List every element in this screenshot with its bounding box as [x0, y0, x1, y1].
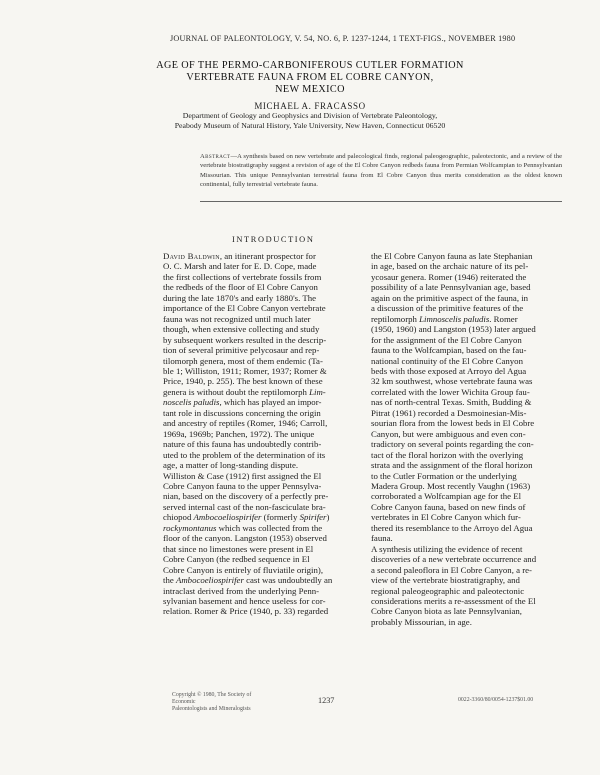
text-line	[163, 533, 363, 543]
italic-term: Ambocoeliospirifer	[193, 512, 262, 523]
abstract	[200, 152, 562, 190]
text-line	[371, 324, 569, 334]
text-run: view of the vertebrate biostratigraphy, and	[371, 575, 520, 586]
text-line	[163, 387, 363, 397]
text-run: the first collections of vertebrate fossils from	[163, 271, 322, 282]
text-run: ble 1; Williston, 1911; Romer, 1937; Romer &	[163, 365, 327, 376]
text-line	[371, 544, 569, 554]
text-run: , which has played an impor-	[219, 397, 322, 408]
text-line	[163, 544, 363, 554]
text-line	[371, 408, 569, 418]
text-run: cast was undoubtedly an	[243, 575, 333, 586]
text-run: tant role in discussions concerning the origin	[163, 407, 321, 418]
title-line: AGE OF THE PERMO-CARBONIFEROUS CUTLER FORMATION	[156, 60, 464, 71]
text-line	[371, 460, 569, 470]
text-run: by subsequent workers resulted in the descrip-	[163, 334, 327, 345]
text-line	[163, 408, 363, 418]
text-run: the El Cobre Canyon fauna as late Stephanian	[371, 251, 533, 261]
text-run: during the late 1870's and early 1880's. The	[163, 292, 317, 303]
text-run: Williston & Case (1912) first assigned the El	[163, 470, 322, 481]
text-line	[371, 565, 569, 575]
copyright-line: Paleontologists and Mineralogists	[172, 706, 251, 713]
italic-term: Lim-	[309, 386, 326, 397]
text-line	[163, 314, 363, 324]
text-run: (formerly	[261, 512, 300, 523]
text-line	[163, 345, 363, 355]
text-line	[163, 397, 363, 407]
text-line	[371, 617, 569, 627]
text-run: uted to the problem of the determination of its	[163, 449, 326, 460]
text-run: nature of this fauna has undoubtedly contrib-	[163, 439, 322, 450]
text-run: Cobre Canyon is entirely of fluviatile origin),	[163, 564, 324, 575]
drop-name: David Baldwin	[163, 251, 220, 261]
text-line	[163, 450, 363, 460]
text-line	[163, 565, 363, 575]
text-line	[163, 261, 363, 271]
text-line	[371, 533, 569, 543]
text-run: fauna to the Wolfcampian, based on the fau-	[371, 345, 527, 356]
text-run: in age, based on the archaic nature of its pel-	[371, 261, 529, 272]
title-block	[60, 60, 560, 131]
text-run: tradictory on several points regarding the con-	[371, 439, 534, 450]
affiliation-line: Peabody Museum of Natural History, Yale University, New Haven, Connecticut 06520	[174, 121, 446, 130]
text-run: probably Missourian, in age.	[371, 616, 472, 627]
text-run: tact of the floral horizon with the overlying	[371, 449, 524, 460]
title-line: VERTEBRATE FAUNA FROM EL COBRE CANYON,	[186, 72, 434, 83]
text-line	[163, 418, 363, 428]
text-run: Canyon, but were ambiguous and even con-	[371, 428, 526, 439]
abstract-text: —A synthesis based on new vertebrate and palecological finds, regional paleogeographic, paleotectonic, and a review of the vertebrate biostratigraphy suggest a revision of age of the El Cobre Canyon redbeds fauna from Permian Wolfcampian to Pennsylvanian Missourian. This unique Pennsylvanian terrestrial fauna from El Cobre Canyon thus merits consideration as the oldest known continental, fully terrestrial vertebrate fauna.	[200, 153, 562, 189]
italic-term: rockymontanus	[163, 522, 217, 533]
text-line	[371, 387, 569, 397]
text-line	[371, 314, 569, 324]
text-run: relation. Romer & Price (1940, p. 33) regarded	[163, 606, 329, 617]
text-run: a second paleoflora in El Cobre Canyon, a re-	[371, 564, 532, 575]
text-run: fauna was not recognized until much later	[163, 313, 311, 324]
text-line	[163, 429, 363, 439]
italic-term: Spirifer	[299, 512, 327, 523]
text-line	[163, 335, 363, 345]
text-run: for the assignment of the El Cobre Canyon	[371, 334, 522, 345]
text-line	[371, 303, 569, 313]
abstract-divider	[200, 201, 562, 202]
text-line	[371, 345, 569, 355]
text-run: though, when extensive collecting and study	[163, 324, 320, 335]
text-line	[163, 282, 363, 292]
text-run: Price, 1940, p. 255). The best known of these	[163, 376, 323, 387]
text-run: intraclast derived from the underlying Penn-	[163, 585, 320, 596]
text-run: strata and the assignment of the floral horizon	[371, 460, 533, 471]
text-line	[371, 335, 569, 345]
text-line	[163, 293, 363, 303]
text-run: age, a matter of long-standing dispute.	[163, 460, 299, 471]
text-run: floor of the canyon. Langston (1953) observed	[163, 533, 327, 544]
text-line	[371, 366, 569, 376]
title-line: NEW MEXICO	[275, 84, 345, 95]
text-run: to the Cutler Formation or the underlying	[371, 470, 517, 481]
text-line	[371, 586, 569, 596]
text-run: thered its resemblance to the Arroyo del Agua	[371, 522, 533, 533]
text-line	[163, 303, 363, 313]
text-line	[163, 481, 363, 491]
text-run: sylvanian basement and hence useless for cor-	[163, 595, 326, 606]
text-line	[371, 450, 569, 460]
text-run: discoveries of a new vertebrate occurrence and	[371, 554, 537, 565]
text-line	[163, 460, 363, 470]
text-run: (1950, 1960) and Langston (1953) later argued	[371, 324, 536, 335]
text-line	[371, 251, 569, 261]
text-line	[163, 376, 363, 386]
text-line	[163, 512, 363, 522]
text-line	[371, 596, 569, 606]
text-run: tion of several primitive pelycosaur and rep-	[163, 345, 320, 356]
text-line	[371, 376, 569, 386]
text-run: tilomorph genera, most of them endemic (Ta-	[163, 355, 323, 366]
text-run: nas of north-central Texas. Smith, Budding &	[371, 397, 532, 408]
text-line	[371, 356, 569, 366]
text-line	[163, 356, 363, 366]
text-run: 32 km southwest, whose vertebrate fauna was	[371, 376, 533, 387]
text-run: that since no limestones were present in El	[163, 543, 314, 554]
text-run: and ancestry of reptiles (Romer, 1946; Carroll,	[163, 418, 328, 429]
text-line	[163, 596, 363, 606]
text-line	[371, 282, 569, 292]
text-line	[371, 397, 569, 407]
text-line	[163, 251, 363, 261]
text-line	[163, 471, 363, 481]
text-run: beds with those exposed at Arroyo del Agua	[371, 365, 527, 376]
text-run: a discussion of the primitive features of the	[371, 303, 524, 314]
text-run: national continuity of the El Cobre Canyon	[371, 355, 523, 366]
text-line	[371, 491, 569, 501]
text-line	[371, 512, 569, 522]
text-run: served internal cast of the non-fasciculate bra-	[163, 501, 326, 512]
text-run: corroborated a Wolfcampian age for the El	[371, 491, 522, 502]
text-line	[371, 272, 569, 282]
text-line	[163, 606, 363, 616]
italic-term: noscelis paludis	[163, 397, 220, 408]
italic-term: Limnoscelis paludis	[419, 313, 490, 324]
text-run: ycosaur genera. Romer (1946) reiterated the	[371, 271, 527, 282]
text-line	[371, 418, 569, 428]
text-line	[371, 439, 569, 449]
text-line	[163, 491, 363, 501]
text-run: the	[163, 575, 176, 586]
text-run: Madera Group. Most recently Vaughn (1963)	[371, 480, 531, 491]
text-line	[371, 261, 569, 271]
text-line	[163, 554, 363, 564]
text-run: which was collected from the	[216, 522, 323, 533]
text-line	[371, 429, 569, 439]
text-run: importance of the El Cobre Canyon vertebrate	[163, 303, 326, 314]
text-run: Cobre Canyon biota as late Pennsylvanian,	[371, 606, 522, 617]
issn-code: 0022-3360/80/0054-1237$01.00	[458, 697, 534, 703]
running-head: JOURNAL OF PALEONTOLOGY, V. 54, NO. 6, P. 1237-1244, 1 TEXT-FIGS., NOVEMBER 1980	[170, 34, 516, 43]
text-run: Cobre Canyon fauna, based on new finds of	[371, 501, 526, 512]
text-line	[371, 554, 569, 564]
page-number: 1237	[318, 696, 335, 705]
text-line	[371, 481, 569, 491]
affiliation-line: Department of Geology and Geophysics and Division of Vertebrate Paleontology,	[182, 111, 438, 120]
text-run: possibility of a late Pennsylvanian age, based	[371, 282, 531, 293]
text-run: correlated with the lower Wichita Group fau-	[371, 386, 530, 397]
text-line	[371, 523, 569, 533]
body-column-left	[163, 251, 363, 617]
text-run: Cobre Canyon (the redbed sequence in El	[163, 554, 310, 565]
text-run: Cobre Canyon fauna to the upper Pennsylva-	[163, 480, 322, 491]
copyright-notice	[172, 692, 272, 714]
abstract-label: Abstract	[200, 153, 231, 160]
text-line	[163, 502, 363, 512]
section-heading: INTRODUCTION	[232, 235, 315, 244]
text-run: sourian flora from the lowest beds in El Cobre	[371, 418, 535, 429]
text-run: 1969a, 1969b; Panchen, 1972). The unique	[163, 428, 315, 439]
text-run: genera is without doubt the reptilomorph	[163, 386, 310, 397]
text-run: regional paleogeographic and paleotectonic	[371, 585, 525, 596]
text-run: O. C. Marsh and later for E. D. Cope, made	[163, 261, 317, 272]
text-line	[163, 439, 363, 449]
text-line	[371, 575, 569, 585]
author-name: MICHAEL A. FRACASSO	[254, 101, 366, 111]
text-run: vertebrates in El Cobre Canyon which fur-	[371, 512, 521, 523]
text-line	[371, 502, 569, 512]
text-line	[163, 586, 363, 596]
text-run: considerations merits a re-assessment of the El	[371, 595, 536, 606]
text-run: . Romer	[489, 313, 518, 324]
body-column-right	[371, 251, 569, 627]
text-line	[371, 471, 569, 481]
text-run: Pitrat (1961) recorded a Desmoinesian-Mis-	[371, 407, 527, 418]
text-line	[163, 366, 363, 376]
text-run: again on the primitive aspect of the fauna, in	[371, 292, 529, 303]
copyright-line: Copyright © 1980, The Society of Economic	[172, 692, 252, 706]
text-run: )	[326, 512, 330, 523]
text-line	[163, 523, 363, 533]
text-run: , an itinerant prospector for	[219, 251, 316, 261]
text-run: fauna.	[371, 533, 393, 544]
text-line	[371, 606, 569, 616]
text-line	[371, 293, 569, 303]
text-run: the redbeds of the floor of El Cobre Canyon	[163, 282, 318, 293]
text-line	[163, 575, 363, 585]
text-line	[163, 324, 363, 334]
text-run: reptilomorph	[371, 313, 420, 324]
text-line	[163, 272, 363, 282]
text-run: chiopod	[163, 512, 194, 523]
text-run: A synthesis utilizing the evidence of recent	[371, 543, 523, 554]
text-run: nian, based on the discovery of a perfectly pre-	[163, 491, 329, 502]
italic-term: Ambocoeliospirifer	[175, 575, 244, 586]
